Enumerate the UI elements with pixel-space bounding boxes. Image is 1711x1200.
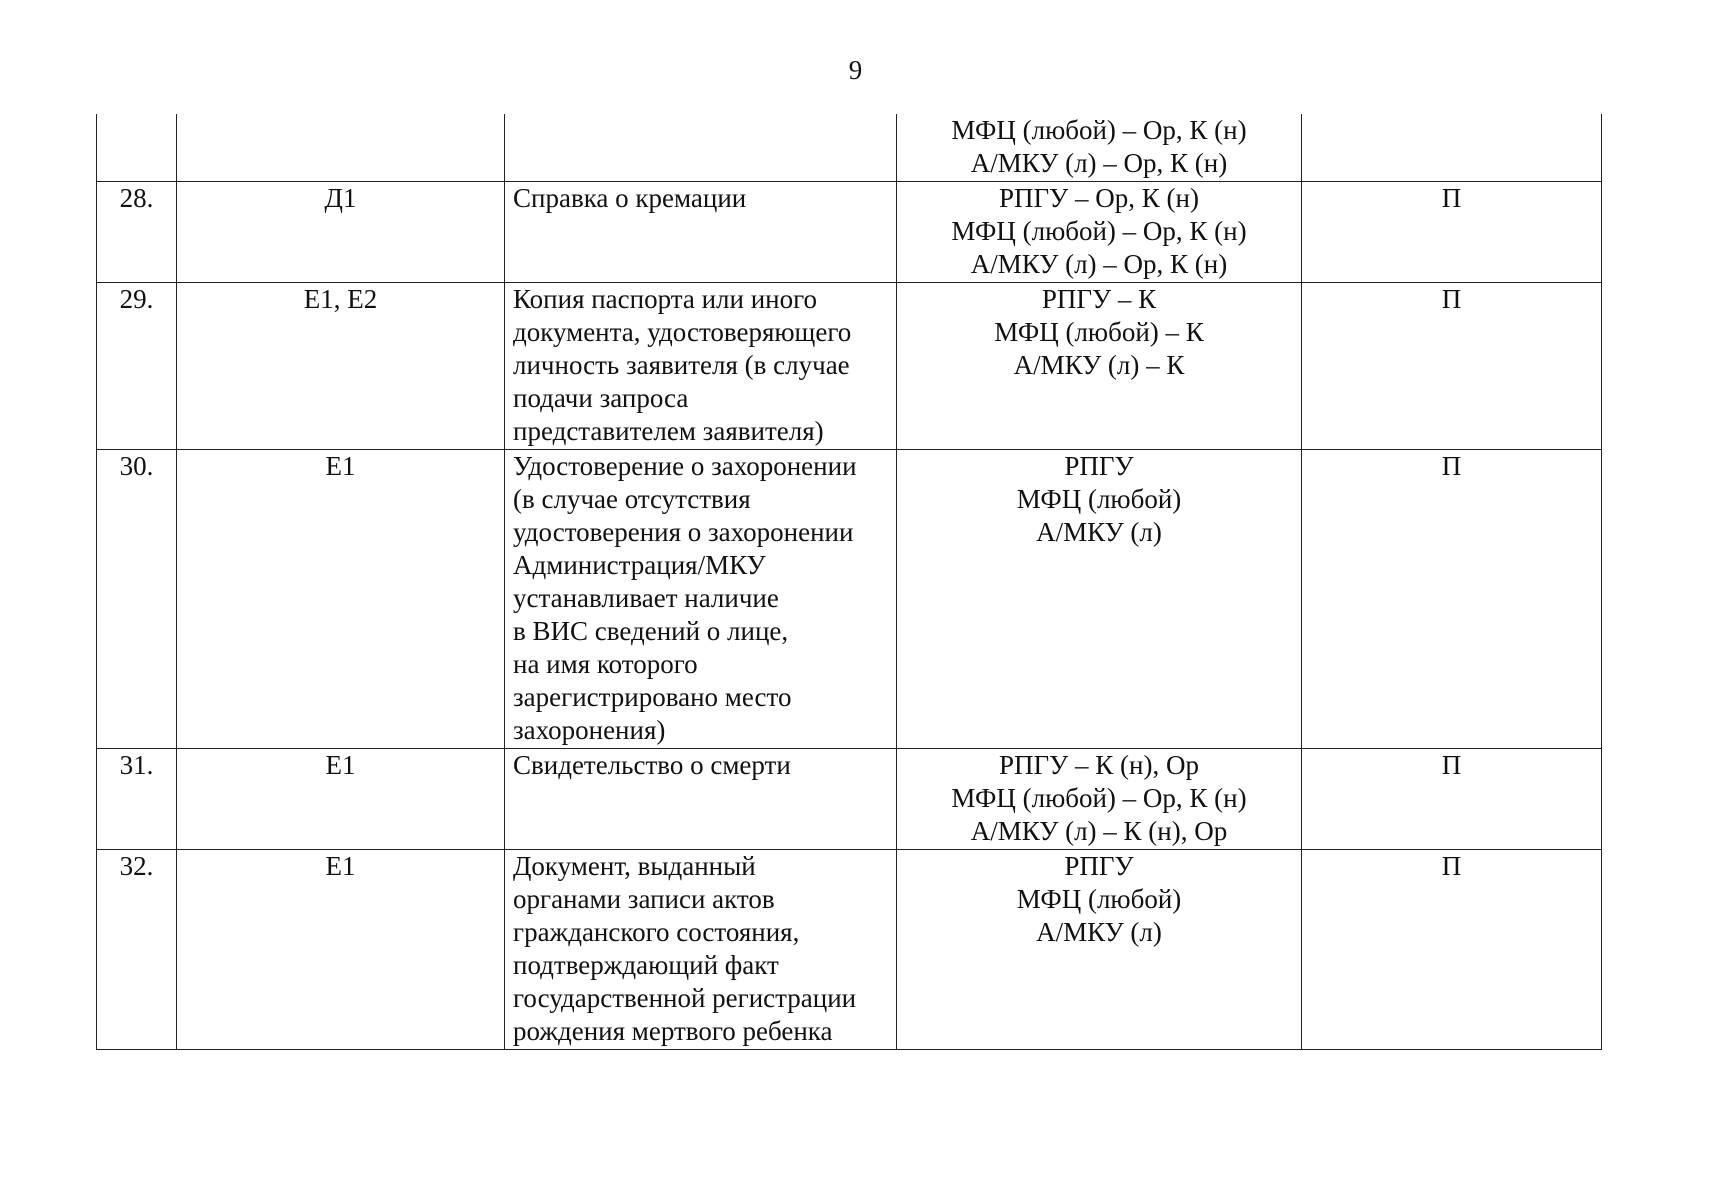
row-number-cell <box>97 114 177 182</box>
table-row <box>97 182 1602 283</box>
document-name-cell: Свидетельство о смерти <box>505 749 897 850</box>
document-code-cell: Е1 <box>177 850 505 1050</box>
mark-cell: П <box>1302 182 1602 283</box>
document-name-cell: Копия паспорта или иного документа, удостоверяющего личность заявителя (в случае подачи запроса представителем заявителя) <box>505 283 897 450</box>
document-code-cell: Д1 <box>177 182 505 283</box>
document-name-cell: Справка о кремации <box>505 182 897 283</box>
table-row <box>97 749 1602 850</box>
documents-table <box>96 114 1602 1050</box>
document-name-cell: Документ, выданный органами записи актов гражданского состояния, подтверждающий факт государственной регистрации рождения мертвого ребенка <box>505 850 897 1050</box>
document-name-cell <box>505 114 897 182</box>
table-row-continuation <box>97 114 1602 182</box>
row-number-cell: 28. <box>97 182 177 283</box>
mark-cell: П <box>1302 850 1602 1050</box>
table-row <box>97 850 1602 1050</box>
row-number-cell: 29. <box>97 283 177 450</box>
row-number-cell: 32. <box>97 850 177 1050</box>
document-code-cell <box>177 114 505 182</box>
page-number: 9 <box>848 55 863 85</box>
submission-method-cell: РПГУ МФЦ (любой) А/МКУ (л) <box>897 850 1302 1050</box>
submission-method-cell: МФЦ (любой) – Ор, К (н) А/МКУ (л) – Ор, К (н) <box>897 114 1302 182</box>
row-number-cell: 31. <box>97 749 177 850</box>
mark-cell <box>1302 114 1602 182</box>
table-row <box>97 450 1602 749</box>
submission-method-cell: РПГУ – К МФЦ (любой) – К А/МКУ (л) – К <box>897 283 1302 450</box>
document-name-cell: Удостоверение о захоронении (в случае отсутствия удостоверения о захоронении Администрация/МКУ устанавливает наличие в ВИС сведений о лице, на имя которого зарегистрировано место захоронения) <box>505 450 897 749</box>
mark-cell: П <box>1302 450 1602 749</box>
submission-method-cell: РПГУ – Ор, К (н) МФЦ (любой) – Ор, К (н) А/МКУ (л) – Ор, К (н) <box>897 182 1302 283</box>
submission-method-cell: РПГУ – К (н), Ор МФЦ (любой) – Ор, К (н) А/МКУ (л) – К (н), Ор <box>897 749 1302 850</box>
submission-method-cell: РПГУ МФЦ (любой) А/МКУ (л) <box>897 450 1302 749</box>
table-row <box>97 283 1602 450</box>
row-number-cell: 30. <box>97 450 177 749</box>
document-code-cell: Е1, Е2 <box>177 283 505 450</box>
mark-cell: П <box>1302 749 1602 850</box>
document-code-cell: Е1 <box>177 450 505 749</box>
mark-cell: П <box>1302 283 1602 450</box>
document-code-cell: Е1 <box>177 749 505 850</box>
